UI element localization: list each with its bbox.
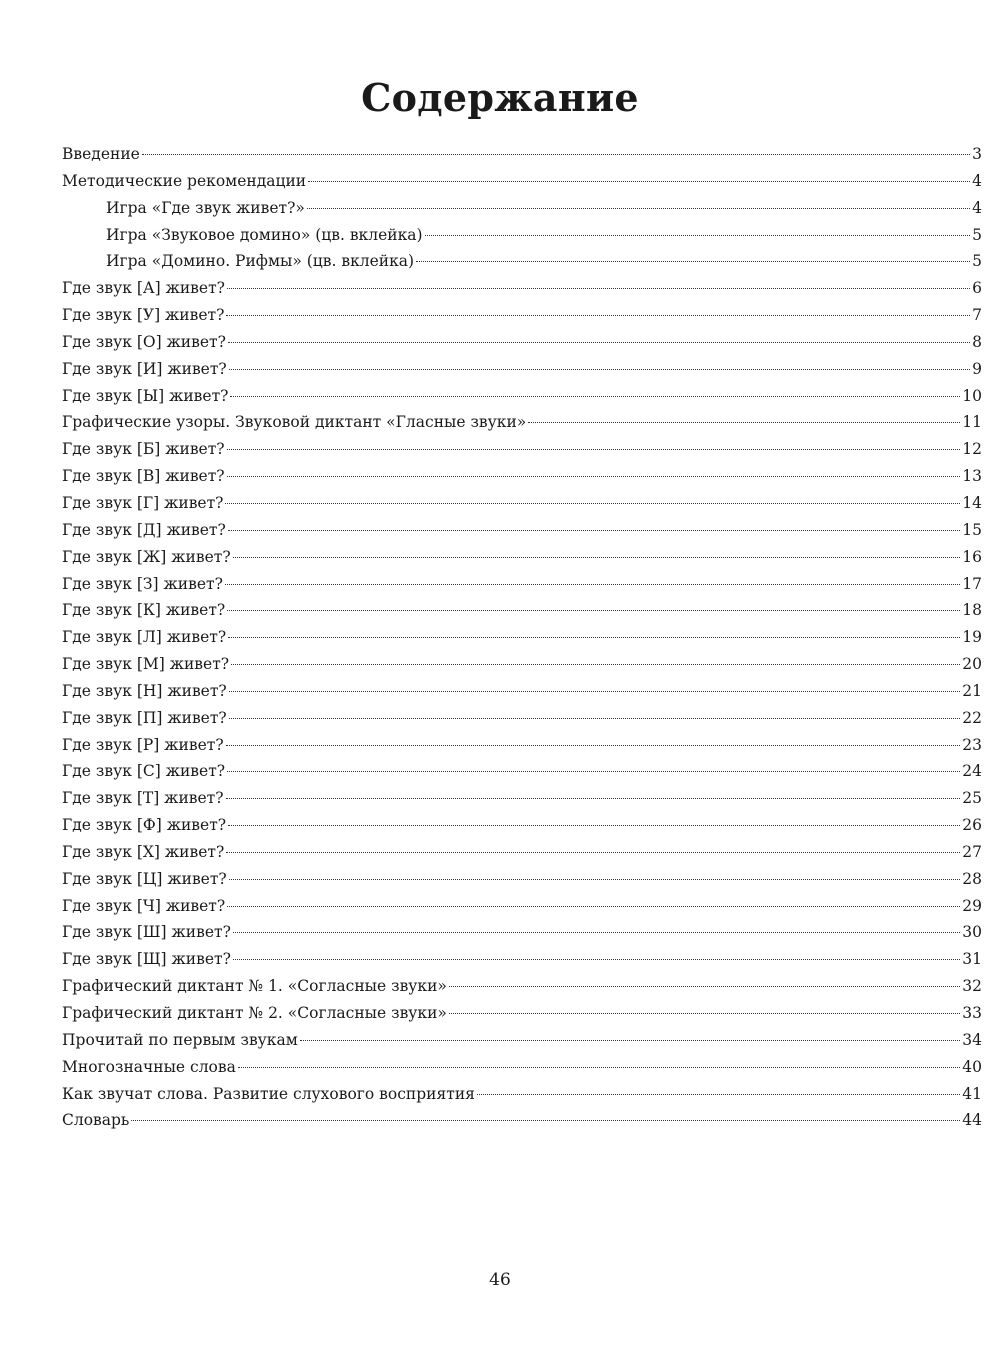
toc-entry[interactable] <box>62 678 982 705</box>
dot-leader <box>227 770 960 772</box>
toc-entry-title: Прочитай по первым звукам <box>62 1030 298 1049</box>
toc-entry-page: 32 <box>962 977 982 996</box>
toc-entry-title: Где звук [Ц] живет? <box>62 869 227 888</box>
toc-entry[interactable] <box>62 383 982 410</box>
toc-entry[interactable] <box>62 409 982 436</box>
toc-entry[interactable] <box>62 597 982 624</box>
toc-entry-page: 20 <box>962 655 982 674</box>
page-number: 46 <box>489 1270 511 1290</box>
dot-leader <box>307 207 970 209</box>
toc-entry-page: 26 <box>962 816 982 835</box>
toc-entry[interactable] <box>62 1081 982 1108</box>
toc-entry-title: Где звук [З] живет? <box>62 574 223 593</box>
dot-leader <box>225 502 960 504</box>
toc-entry[interactable] <box>62 624 982 651</box>
toc-entry[interactable] <box>62 544 982 571</box>
toc-entry[interactable] <box>62 248 982 275</box>
dot-leader <box>229 690 961 692</box>
toc-entry-title: Введение <box>62 145 140 163</box>
toc-entry-title: Где звук [Ф] живет? <box>62 816 227 835</box>
toc-entry-title: Где звук [Ч] живет? <box>62 896 226 915</box>
toc-entry-title: Графический диктант № 1. «Согласные звуки» <box>62 977 447 996</box>
dot-leader <box>227 609 960 611</box>
dot-leader <box>226 314 970 316</box>
toc-entry-title: Как звучат слова. Развитие слухового восприятия <box>62 1084 475 1103</box>
dot-leader <box>225 583 960 585</box>
dot-leader <box>233 958 960 960</box>
toc-entry-page: 6 <box>972 279 982 298</box>
toc-entry-page: 18 <box>962 601 982 620</box>
toc-entry-page: 9 <box>972 359 982 378</box>
toc-entry-page: 41 <box>962 1084 982 1103</box>
dot-leader <box>227 448 961 450</box>
toc-entry[interactable] <box>62 1107 982 1134</box>
dot-leader <box>300 1039 960 1041</box>
dot-leader <box>227 475 961 477</box>
toc-entry-page: 21 <box>962 681 982 700</box>
toc-entry-page: 44 <box>962 1111 982 1130</box>
dot-leader <box>233 931 960 933</box>
toc-entry-page: 34 <box>962 1030 982 1049</box>
toc-entry[interactable] <box>62 1054 982 1081</box>
toc-entry-page: 3 <box>972 145 982 163</box>
toc-entry-title: Графические узоры. Звуковой диктант «Гласные звуки» <box>62 413 527 432</box>
dot-leader <box>308 180 970 182</box>
toc-entry[interactable] <box>62 329 982 356</box>
toc-entry[interactable] <box>62 866 982 893</box>
toc-entry[interactable] <box>62 839 982 866</box>
toc-entry-title: Где звук [В] живет? <box>62 467 225 486</box>
toc-entry-page: 27 <box>962 842 982 861</box>
toc-entry-page: 23 <box>962 735 982 754</box>
dot-leader <box>142 153 970 155</box>
toc-entry-title: Где звук [Р] живет? <box>62 735 224 754</box>
toc-entry[interactable] <box>62 490 982 517</box>
toc-entry-title: Где звук [У] живет? <box>62 306 225 325</box>
dot-leader <box>233 556 961 558</box>
dot-leader <box>231 663 960 665</box>
toc-entry-page: 25 <box>962 789 982 808</box>
table-of-contents <box>62 141 982 1134</box>
toc-entry[interactable] <box>62 758 982 785</box>
toc-entry[interactable] <box>62 973 982 1000</box>
toc-entry-title: Игра «Домино. Рифмы» (цв. вклейка) <box>106 252 415 271</box>
toc-entry-page: 29 <box>962 896 982 915</box>
dot-leader <box>449 985 960 987</box>
toc-entry-title: Где звук [С] живет? <box>62 762 226 781</box>
toc-entry-title: Где звук [Л] живет? <box>62 628 227 647</box>
toc-entry[interactable] <box>62 651 982 678</box>
toc-entry-title: Словарь <box>62 1111 130 1130</box>
toc-entry-page: 28 <box>962 869 982 888</box>
toc-entry[interactable] <box>62 946 982 973</box>
toc-entry[interactable] <box>62 356 982 383</box>
dot-leader <box>228 529 960 531</box>
dot-leader <box>228 636 960 638</box>
toc-entry[interactable] <box>62 168 982 195</box>
dot-leader <box>229 878 961 880</box>
toc-entry-page: 24 <box>962 762 982 781</box>
toc-entry-title: Где звук [К] живет? <box>62 601 226 620</box>
toc-entry-title: Где звук [Б] живет? <box>62 440 225 459</box>
dot-leader <box>229 717 961 719</box>
toc-entry[interactable] <box>62 919 982 946</box>
dot-leader <box>477 1093 960 1095</box>
toc-entry-title: Игра «Где звук живет?» <box>106 198 305 217</box>
toc-entry[interactable] <box>62 812 982 839</box>
toc-entry[interactable] <box>62 195 982 222</box>
dot-leader <box>131 1119 960 1121</box>
toc-entry-page: 14 <box>962 493 982 512</box>
toc-entry-title: Где звук [Н] живет? <box>62 681 227 700</box>
dot-leader <box>226 744 961 746</box>
toc-entry[interactable] <box>62 1027 982 1054</box>
dot-leader <box>229 368 970 370</box>
dot-leader <box>226 851 960 853</box>
toc-entry-title: Где звук [И] живет? <box>62 359 227 378</box>
toc-entry-page: 10 <box>962 386 982 405</box>
toc-entry-title: Где звук [Ш] живет? <box>62 923 231 942</box>
toc-entry-page: 4 <box>972 171 982 190</box>
toc-entry[interactable] <box>62 1000 982 1027</box>
toc-entry[interactable] <box>62 893 982 920</box>
toc-entry-title: Где звук [М] живет? <box>62 655 230 674</box>
toc-entry-title: Где звук [Щ] живет? <box>62 950 231 969</box>
toc-entry-page: 30 <box>962 923 982 942</box>
dot-leader <box>238 1066 960 1068</box>
toc-entry[interactable] <box>62 141 982 168</box>
toc-entry-page: 31 <box>962 950 982 969</box>
dot-leader <box>227 287 970 289</box>
toc-entry[interactable] <box>62 436 982 463</box>
toc-entry-page: 8 <box>972 332 982 351</box>
toc-entry-page: 40 <box>962 1057 982 1076</box>
toc-entry-title: Где звук [Ы] живет? <box>62 386 229 405</box>
toc-entry-page: 12 <box>962 440 982 459</box>
toc-entry-title: Многозначные слова <box>62 1057 236 1076</box>
toc-entry-page: 4 <box>972 198 982 217</box>
toc-entry[interactable] <box>62 463 982 490</box>
toc-entry-page: 16 <box>962 547 982 566</box>
toc-entry-page: 33 <box>962 1004 982 1022</box>
toc-entry-page: 15 <box>962 520 982 539</box>
toc-entry-title: Методические рекомендации <box>62 171 307 190</box>
dot-leader <box>425 234 971 236</box>
toc-entry-title: Графический диктант № 2. «Согласные звуки» <box>62 1004 447 1022</box>
toc-entry-page: 7 <box>972 306 982 325</box>
toc-entry[interactable] <box>62 732 982 759</box>
toc-entry-title: Где звук [Х] живет? <box>62 842 225 861</box>
toc-entry-page: 22 <box>962 708 982 727</box>
toc-entry[interactable] <box>62 275 982 302</box>
dot-leader <box>528 421 960 423</box>
toc-entry-page: 11 <box>962 413 982 432</box>
dot-leader <box>227 905 960 907</box>
toc-entry-title: Где звук [П] живет? <box>62 708 227 727</box>
toc-entry-page: 19 <box>962 628 982 647</box>
toc-entry-page: 5 <box>972 225 982 244</box>
toc-entry[interactable] <box>62 705 982 732</box>
toc-entry[interactable] <box>62 785 982 812</box>
toc-entry-title: Где звук [Т] живет? <box>62 789 224 808</box>
toc-entry[interactable] <box>62 571 982 598</box>
toc-entry[interactable] <box>62 302 982 329</box>
toc-entry-page: 13 <box>962 467 982 486</box>
dot-leader <box>226 797 961 799</box>
dot-leader <box>230 395 960 397</box>
toc-entry-title: Где звук [Ж] живет? <box>62 547 231 566</box>
dot-leader <box>416 260 970 262</box>
dot-leader <box>449 1012 960 1014</box>
toc-entry[interactable] <box>62 222 982 249</box>
toc-entry[interactable] <box>62 517 982 544</box>
dot-leader <box>228 341 970 343</box>
toc-entry-title: Где звук [О] живет? <box>62 332 226 351</box>
toc-entry-page: 17 <box>962 574 982 593</box>
toc-entry-title: Где звук [А] живет? <box>62 279 225 298</box>
toc-entry-title: Игра «Звуковое домино» (цв. вклейка) <box>106 225 423 244</box>
page-title: Содержание <box>361 75 639 120</box>
toc-entry-title: Где звук [Г] живет? <box>62 493 224 512</box>
dot-leader <box>228 824 960 826</box>
toc-entry-page: 5 <box>972 252 982 271</box>
toc-entry-title: Где звук [Д] живет? <box>62 520 226 539</box>
